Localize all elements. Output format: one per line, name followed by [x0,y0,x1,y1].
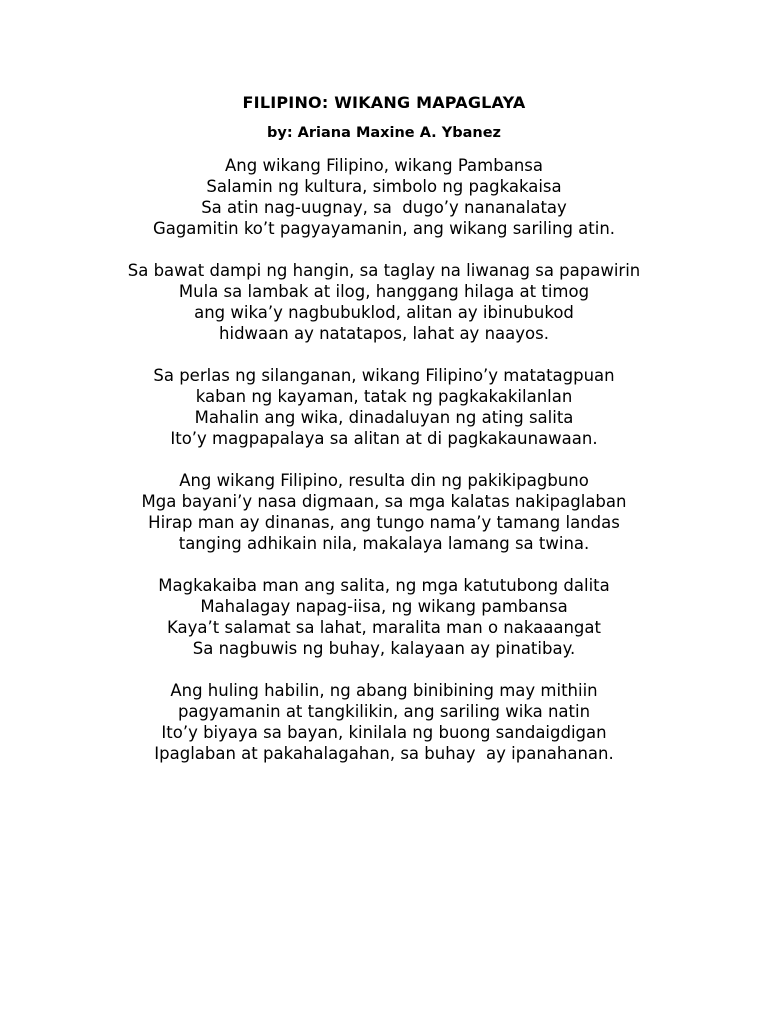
poem-line: Mga bayani’y nasa digmaan, sa mga kalatas nakipaglaban [141,492,627,511]
poem-line: Salamin ng kultura, simbolo ng pagkakaisa [206,177,562,196]
poem-line: Kaya’t salamat sa lahat, maralita man o nakaaangat [167,618,601,637]
stanza-3 [0,365,768,449]
poem-line: Sa bawat dampi ng hangin, sa taglay na liwanag sa papawirin [127,261,641,280]
poem-line: Sa atin nag-uugnay, sa dugo’y nananalatay [201,198,567,217]
poem-line: Gagamitin ko’t pagyayamanin, ang wikang sariling atin. [152,219,616,238]
poem-line: Mahalin ang wika, dinadaluyan ng ating salita [194,408,574,427]
poem-author: by: Ariana Maxine A. Ybanez [266,125,501,141]
poem-line: Ito’y magpapalaya sa alitan at di pagkakaunawaan. [170,429,598,448]
stanza-2 [0,260,768,344]
stanza-4 [0,470,768,554]
poem-line: Mula sa lambak at ilog, hanggang hilaga at timog [178,282,590,301]
poem-line: Sa perlas ng silanganan, wikang Filipino’y matatagpuan [153,366,615,385]
poem-line: kaban ng kayaman, tatak ng pagkakakilanlan [195,387,573,406]
poem-line: hidwaan ay natatapos, lahat ay naayos. [219,324,549,343]
stanza-1 [0,155,768,239]
poem-line: ang wika’y nagbubuklod, alitan ay ibinubukod [194,303,574,322]
stanza-6 [0,680,768,764]
poem-line: Mahalagay napag-iisa, ng wikang pambansa [200,597,568,616]
poem-line: tanging adhikain nila, makalaya lamang sa twina. [178,534,590,553]
poem-line: Sa nagbuwis ng buhay, kalayaan ay pinatibay. [192,639,576,658]
poem-title: FILIPINO: WIKANG MAPAGLAYA [242,93,526,112]
poem-line: Ito’y biyaya sa bayan, kinilala ng buong sandaigdigan [161,723,607,742]
poem-line: Ipaglaban at pakahalagahan, sa buhay ay ipanahanan. [154,744,614,763]
poem-line: Ang huling habilin, ng abang binibining may mithiin [170,681,598,700]
poem-line: Ang wikang Filipino, wikang Pambansa [224,156,543,175]
poem-body [0,155,768,764]
poem-line: Ang wikang Filipino, resulta din ng pakikipagbuno [179,471,589,490]
poem-line: Magkakaiba man ang salita, ng mga katutubong dalita [158,576,610,595]
poem-line: Hirap man ay dinanas, ang tungo nama’y tamang landas [148,513,620,532]
stanza-5 [0,575,768,659]
poem-line: pagyamanin at tangkilikin, ang sariling wika natin [177,702,591,721]
